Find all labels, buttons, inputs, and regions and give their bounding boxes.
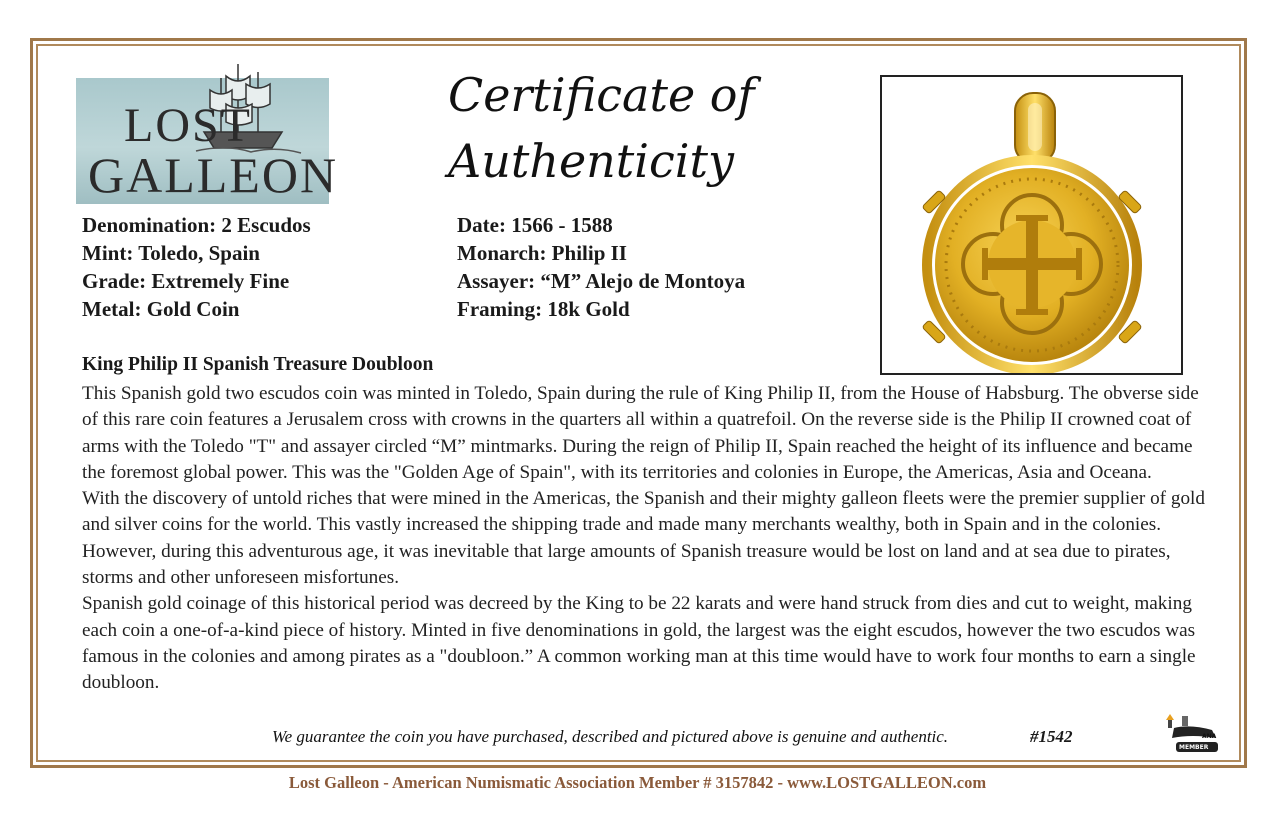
specs-right-column [457,211,745,323]
description-body [82,381,1214,697]
spec-monarch: Monarch: Philip II [457,241,627,265]
spec-assayer: Assayer: “M” Alejo de Montoya [457,269,746,293]
description-paragraph-2: With the discovery of untold riches that were mined in the Americas, the Spanish and their mighty galleon fleets were the premier supplier of gold and silver coins for the world. This vastly increased the shipping trade and made many merchants wealthy, both in Spain and in the colonies. However, during this adventurous age, it was inevitable that large amounts of Spanish treasure would be lost on land and at sea due to pirates, storms and other unforeseen misfortunes. [82,488,1205,589]
spec-mint: Mint: Toledo, Spain [82,241,260,265]
title-line-1: Certificate of [448,68,755,122]
guarantee-statement: We guarantee the coin you have purchased, described and pictured above is genuine and authentic. [272,727,949,746]
lost-galleon-logo [76,78,339,204]
specs-left-column [82,211,311,323]
spec-date: Date: 1566 - 1588 [457,213,613,237]
spec-metal: Metal: Gold Coin [82,297,240,321]
title-line-2: Authenticity [448,134,734,188]
logo-text-galleon: GALLEON [88,147,339,203]
footer-contact-line: Lost Galleon - American Numismatic Association Member # 3157842 - www.LOSTGALLEON.com [288,773,987,792]
description-heading: King Philip II Spanish Treasure Doubloon [82,354,434,375]
logo-text-lost: LOST [124,99,252,152]
spec-denomination: Denomination: 2 Escudos [82,213,311,237]
description-paragraph-3: Spanish gold coinage of this historical period was decreed by the King to be 22 karats and were hand struck from dies and cut to weight, making each coin a one-of-a-kind piece of history. Minted in five denominations in gold, the largest was the eight escudos, however the two escudos was famous in the colonies and among pirates as a "doubloon.” A common working man at this time would have to work four months to earn a single doubloon. [82,593,1196,694]
coin-photo [880,75,1183,375]
spec-grade: Grade: Extremely Fine [82,269,290,293]
description-paragraph-1: This Spanish gold two escudos coin was minted in Toledo, Spain during the rule of King Philip II, from the House of Habsburg. The obverse side of this rare coin features a Jerusalem cross with crowns in the quarters all within a quatrefoil. On the reverse side is the Philip II crowned coat of arms with the Toledo "T" and assayer circled “M” mintmarks. During the reign of Philip II, Spain reached the height of its influence and became the foremost global power. This was the "Golden Age of Spain", with its territories and colonies in Europe, the Americas, Asia and Oceana. [82,383,1199,483]
ana-badge-member-text: MEMBER [1179,744,1209,751]
ana-badge-text: ANA [1202,733,1217,740]
spec-framing: Framing: 18k Gold [457,297,630,321]
certificate-title [448,62,808,194]
certificate-number: #1542 [1030,727,1073,746]
gold-coin-pendant-image [882,77,1181,373]
